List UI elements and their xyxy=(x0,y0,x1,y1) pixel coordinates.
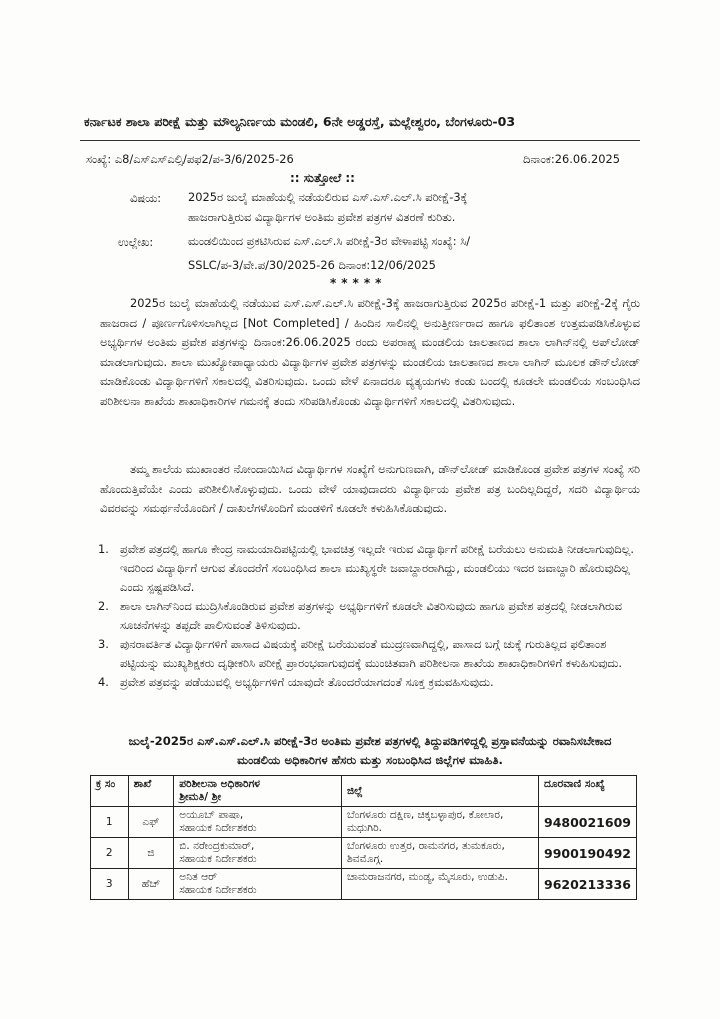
list-item-text: ಪುನರಾವರ್ತಿತ ವಿದ್ಯಾರ್ಥಿಗಳಿಗೆ ಪಾಸಾದ ವಿಷಯಕ್ಕೆ ಪರೀಕ್ಷೆ ಬರೆಯುವಂತೆ ಮುದ್ರಣವಾಗಿದ್ದಲ್ಲಿ, ಪಾಸಾದ ಬಗ್ಗೆ ಚುಕ್ಕೆ ಗುರುತಿಲ್ಲದ ಫಲಿತಾಂಶ ಪಟ್ಟಿಯನ್ನು ಮುಖ್ಯಶಿಕ್ಷಕರು ದೃಢೀಕರಿಸಿ ಪರೀಕ್ಷೆ ಪ್ರಾರಂಭವಾಗುವುದಕ್ಕೆ ಮುಂಚಿತವಾಗಿ ಪರಿಶೀಲನಾ ಶಾಖೆಯ ಶಾಖಾಧಿಕಾರಿಗಳಿಗೆ ಕಳುಹಿಸುವುದು. xyxy=(120,636,623,670)
table-row xyxy=(91,869,637,900)
cell-sl-no: 1 xyxy=(91,807,129,838)
subject-label: ವಿಷಯ: xyxy=(130,191,162,205)
cell-phone: 9900190492 xyxy=(538,838,636,869)
cell-districts: ಬೆಂಗಳೂರು ದಕ್ಷಿಣ, ಚಿಕ್ಕಬಳ್ಳಾಪುರ, ಕೋಲಾರ, ಮಧುಗಿರಿ. xyxy=(341,807,538,838)
table-header-row xyxy=(91,776,637,807)
cell-districts: ಬೆಂಗಳೂರು ಉತ್ತರ, ರಾಮನಗರ, ತುಮಕೂರು, ಶಿವಮೊಗ್ಗ. xyxy=(341,838,538,869)
board-header-title: ಕರ್ನಾಟಕ ಶಾಲಾ ಪರೀಕ್ಷೆ ಮತ್ತು ಮೌಲ್ಯನಿರ್ಣಯ ಮಂಡಲಿ, 6ನೇ ಅಡ್ಡರಸ್ತೆ, ಮಲ್ಲೇಶ್ವರಂ, ಬೆಂಗಳೂರು-03 xyxy=(84,114,516,129)
header-phone: ದೂರವಾಣಿ ಸಂಖ್ಯೆ xyxy=(538,776,636,807)
officer-name: ಅನಿತ ಆರ್ xyxy=(179,871,218,883)
list-item-text: ಶಾಲಾ ಲಾಗಿನ್‌ನಿಂದ ಮುದ್ರಿಸಿಕೊಂಡಿರುವ ಪ್ರವೇಶ ಪತ್ರಗಳನ್ನು ಅಭ್ಯರ್ಥಿಗಳಿಗೆ ಕೂಡಲೇ ವಿತರಿಸುವುದು ಹಾಗೂ ಪ್ರವೇಶ ಪತ್ರದಲ್ಲಿ ನೀಡಲಾಗಿರುವ ಸೂಚನೆಗಳನ್ನು ತಪ್ಪದೇ ಪಾಲಿಸುವಂತೆ ತಿಳಿಸುವುದು. xyxy=(120,599,622,633)
list-item-number: 4. xyxy=(98,674,109,689)
header-officer xyxy=(174,776,342,807)
cell-branch: ಎಫ್ xyxy=(128,807,174,838)
cell-phone: 9620213336 xyxy=(538,869,636,900)
officer-name: ಬಿ. ನರೇಂದ್ರಕುಮಾರ್, xyxy=(179,840,255,852)
header-officer-line-2: ಶ್ರೀಮತಿ/ ಶ್ರೀ xyxy=(179,791,222,803)
list-item-number: 2. xyxy=(98,599,109,614)
list-item-text: ಪ್ರವೇಶ ಪತ್ರವನ್ನು ಪಡೆಯುವಲ್ಲಿ ಅಭ್ಯರ್ಥಿಗಳಿಗೆ ಯಾವುದೇ ತೊಂದರೆಯಾಗದಂತೆ ಸೂಕ್ತ ಕ್ರಮವಹಿಸುವುದು. xyxy=(120,674,494,689)
officers-table xyxy=(90,775,637,900)
cell-districts: ಚಾಮರಾಜನಗರ, ಮಂಡ್ಯ, ಮೈಸೂರು, ಉಡುಪಿ. xyxy=(341,869,538,900)
paragraph-2: ತಮ್ಮ ಶಾಲೆಯ ಮುಖಾಂತರ ನೋಂದಾಯಿಸಿದ ವಿದ್ಯಾರ್ಥಿಗಳ ಸಂಖ್ಯೆಗೆ ಅನುಗುಣವಾಗಿ, ಡೌನ್‌ಲೋಡ್ ಮಾಡಿಕೊಂಡ ಪ್ರವೇಶ ಪತ್ರಗಳ ಸಂಖ್ಯೆ ಸರಿ ಹೊಂದುತ್ತಿವೆಯೇ ಎಂದು ಪರಿಶೀಲಿಸಿಕೊಳ್ಳುವುದು. ಒಂದು ವೇಳೆ ಯಾವುದಾದರು ವಿದ್ಯಾರ್ಥಿಯ ಪ್ರವೇಶ ಪತ್ರ ಬಂದಿಲ್ಲದಿದ್ದರೆ, ಸದರಿ ವಿದ್ಯಾರ್ಥಿಯ ವಿವರವನ್ನು ಸಮರ್ಥನೆಯೊಂದಿಗೆ / ದಾಖಲೆಗಳೊಂದಿಗೆ ಮಂಡಳಿಗೆ ಕೂಡಲೇ ಕಳುಹಿಸಿಕೊಡುವುದು. xyxy=(100,462,640,516)
subject-line-1: 2025ರ ಜುಲೈ ಮಾಹೆಯಲ್ಲಿ ನಡೆಯಲಿರುವ ಎಸ್.ಎಸ್.ಎಲ್.ಸಿ ಪರೀಕ್ಷೆ-3ಕ್ಕೆ xyxy=(188,190,468,204)
officer-designation: ಸಹಾಯಕ ನಿರ್ದೇಶಕರು xyxy=(179,884,257,896)
reference-line-1: ಮಂಡಲಿಯಿಂದ ಪ್ರಕಟಿಸಿರುವ ಎಸ್.ಎಲ್.ಸಿ ಪರೀಕ್ಷೆ-3ರ ವೇಳಾಪಟ್ಟಿ ಸಂಖ್ಯೆ: ಸಿ/ xyxy=(188,234,471,248)
reference-number: ಸಂಖ್ಯೆ: ಎ8/ಎಸ್ಎಸ್ಎಲ್ಸಿ/ಪಫ2/ಪ-3/6/2025-26 xyxy=(86,152,294,166)
header-rule xyxy=(80,140,640,141)
reference-line-2: SSLC/ಪ-3/ವೇ.ಪ/30/2025-26 ದಿನಾಂಕ:12/06/2025 xyxy=(188,258,436,272)
officer-designation: ಸಹಾಯಕ ನಿರ್ದೇಶಕರು xyxy=(179,853,257,865)
reference-label: ಉಲ್ಲೇಖ: xyxy=(118,235,154,249)
header-sl-no: ಕ್ರ ಸಂ xyxy=(91,776,129,807)
header-officer-line-1: ಪರಿಶೀಲನಾ ಅಧಿಕಾರಿಗಳ xyxy=(179,778,261,790)
cell-sl-no: 3 xyxy=(91,869,129,900)
subject-line-2: ಹಾಜರಾಗುತ್ತಿರುವ ವಿದ್ಯಾರ್ಥಿಗಳ ಅಂತಿಮ ಪ್ರವೇಶ ಪತ್ರಗಳ ವಿತರಣೆ ಕುರಿತು. xyxy=(188,210,456,224)
cell-officer xyxy=(174,807,342,838)
header-branch: ಶಾಖೆ xyxy=(128,776,174,807)
list-item xyxy=(94,635,640,673)
cell-officer xyxy=(174,869,342,900)
table-row xyxy=(91,838,637,869)
cell-officer xyxy=(174,838,342,869)
officer-name: ಅಯೂಬ್ ಪಾಷಾ, xyxy=(179,809,244,821)
document-date: ದಿನಾಂಕ:26.06.2025 xyxy=(523,152,620,166)
list-item xyxy=(94,597,640,635)
paragraph-1: 2025ರ ಜುಲೈ ಮಾಹೆಯಲ್ಲಿ ನಡೆಯುವ ಎಸ್.ಎಸ್.ಎಲ್.ಸಿ ಪರೀಕ್ಷೆ-3ಕ್ಕೆ ಹಾಜರಾಗುತ್ತಿರುವ 2025ರ ಪರೀಕ್ಷೆ-1 ಮತ್ತು ಪರೀಕ್ಷೆ-2ಕ್ಕೆ ಗೈರು ಹಾಜರಾದ / ಪೂರ್ಣಗೊಳಿಸಲಾಗಿಲ್ಲದ [Not Completed] / ಹಿಂದಿನ ಸಾಲಿನಲ್ಲಿ ಅನುತ್ತೀರ್ಣರಾದ ಹಾಗೂ ಫಲಿತಾಂಶ ಉತ್ತಮಪಡಿಸಿಕೊಳ್ಳುವ ಅಭ್ಯರ್ಥಿಗಳ ಅಂತಿಮ ಪ್ರವೇಶ ಪತ್ರಗಳನ್ನು ದಿನಾಂಕ:26.06.2025 ರಂದು ಅಪರಾಹ್ನ ಮಂಡಲಿಯ ಜಾಲತಾಣದ ಶಾಲಾ ಲಾಗಿನ್‌ನಲ್ಲಿ ಅಪ್‌ಲೋಡ್ ಮಾಡಲಾಗುವುದು. ಶಾಲಾ ಮುಖ್ಯೋಪಾಧ್ಯಾಯರು ವಿದ್ಯಾರ್ಥಿಗಳ ಪ್ರವೇಶ ಪತ್ರಗಳನ್ನು ಮಂಡಲಿಯ ಜಾಲತಾಣದ ಶಾಲಾ ಲಾಗಿನ್ ಮೂಲಕ ಡೌನ್‌ಲೋಡ್ ಮಾಡಿಕೊಂಡು ವಿದ್ಯಾರ್ಥಿಗಳಿಗೆ ಸಕಾಲದಲ್ಲಿ ವಿತರಿಸುವುದು. ಒಂದು ವೇಳೆ ಏನಾದರೂ ವ್ಯತ್ಯಯಗಳು ಕಂಡು ಬಂದಲ್ಲಿ ಕೂಡಲೇ ಮಂಡಲಿಯ ಸಂಬಂಧಿಸಿದ ಪರಿಶೀಲನಾ ಶಾಖೆಯ ಶಾಖಾಧಿಕಾರಿಗಳ ಗಮನಕ್ಕೆ ತಂದು ಸರಿಪಡಿಸಿಕೊಂಡು ವಿದ್ಯಾರ್ಥಿಗಳಿಗೆ ಸಕಾಲದಲ್ಲಿ ವಿತರಿಸುವುದು. xyxy=(100,296,640,408)
cell-sl-no: 2 xyxy=(91,838,129,869)
officer-designation: ಸಹಾಯಕ ನಿರ್ದೇಶಕರು xyxy=(179,822,257,834)
list-item xyxy=(94,540,640,596)
cell-branch: ಹೆಚ್ xyxy=(128,869,174,900)
cell-branch: ಜಿ xyxy=(128,838,174,869)
instruction-list xyxy=(94,540,640,691)
list-item-number: 3. xyxy=(98,636,109,651)
list-item-number: 1. xyxy=(98,542,109,556)
list-item-text: ಪ್ರವೇಶ ಪತ್ರದಲ್ಲಿ ಹಾಗೂ ಕೇಂದ್ರ ನಾಮಯಾದಿಪಟ್ಟಿಯಲ್ಲಿ ಭಾವಚಿತ್ರ ಇಲ್ಲದೇ ಇರುವ ವಿದ್ಯಾರ್ಥಿಗೆ ಪರೀಕ್ಷೆ ಬರೆಯಲು ಅನುಮತಿ ನೀಡಲಾಗುವುದಿಲ್ಲ. ಇದರಿಂದ ವಿದ್ಯಾರ್ಥಿಗೆ ಆಗುವ ತೊಂದರೆಗೆ ಸಂಬಂಧಿಸಿದ ಶಾಲಾ ಮುಖ್ಯಸ್ಥರೇ ಜವಾಬ್ದಾರರಾಗಿದ್ದು, ಮಂಡಲಿಯು ಇದರ ಜವಾಬ್ದಾರಿ ಹೊರುವುದಿಲ್ಲ ಎಂದು ಸ್ಪಷ್ಟಪಡಿಸಿದೆ. xyxy=(120,542,634,594)
header-district: ಜಿಲ್ಲೆ xyxy=(341,776,538,807)
table-heading: ಜುಲೈ-2025ರ ಎಸ್.ಎಸ್.ಎಲ್.ಸಿ ಪರೀಕ್ಷೆ-3ರ ಅಂತಿಮ ಪ್ರವೇಶ ಪತ್ರಗಳಲ್ಲಿ ತಿದ್ದುಪಡಿಗಳಿದ್ದಲ್ಲಿ ಪ್ರಸ್ತಾವನೆಯನ್ನು ರವಾನಿಸಬೇಕಾದ ಮಂಡಲಿಯ ಅಧಿಕಾರಿಗಳ ಹೆಸರು ಮತ್ತು ಸಂಬಂಧಿಸಿದ ಜಿಲ್ಲೆಗಳ ಮಾಹಿತಿ. xyxy=(128,734,612,767)
list-item xyxy=(94,673,640,692)
circular-title: :: ಸುತ್ತೋಲೆ :: xyxy=(290,171,355,185)
table-row xyxy=(91,807,637,838)
separator-stars: ***** xyxy=(330,276,387,290)
cell-phone: 9480021609 xyxy=(538,807,636,838)
